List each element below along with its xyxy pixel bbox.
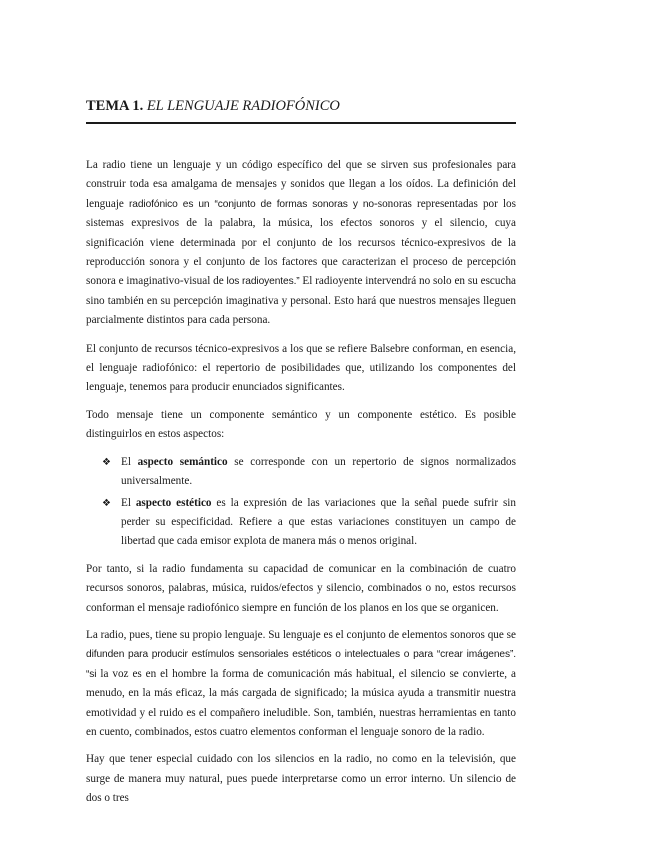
diamond-bullet-icon: ❖ <box>102 456 111 468</box>
paragraph-6: Hay que tener especial cuidado con los silencios en la radio, no como en la televisión, que surge de manera muy natural, pues puede interpretarse como un error interno. Un silencio de dos o tres <box>86 753 516 805</box>
aspects-list <box>86 453 516 552</box>
paragraph-2: El conjunto de recursos técnico-expresivos a los que se refiere Balsebre conforman, en esencia, el lenguaje radiofónico: el repertorio de posibilidades que, utilizando los componentes del lenguaje, tenemos para producir enunciados significantes. <box>86 342 516 394</box>
paragraph-1-text-c: El radioyente intervendrá no solo en su escucha sino también en su percepción imaginativa y personal. Esto hará que nuestros mensajes lleguen parcialmente distintos para cada persona. <box>86 275 517 327</box>
paragraph-5-text-b: la voz es en el hombre la forma de comunicación más habitual, el silencio se convierte, a menudo, en la más eficaz, la más cargada de significado; la música ayuda a transmitir nuestra emotividad y el ruido es el compañero ineludible. Son, también, nuestras herramientas en tanto en cuento, combinados, estos cuatro elementos conforman el lenguaje sonoro de la radio. <box>86 667 516 738</box>
list-item-lead: El <box>121 455 138 468</box>
body-text <box>86 156 516 817</box>
paragraph-5 <box>86 626 516 742</box>
chapter-title: EL LENGUAJE RADIOFÓNICO <box>146 98 340 114</box>
list-item-term: aspecto semántico <box>137 455 228 468</box>
chapter-heading <box>86 96 516 116</box>
chapter-number: TEMA 1. <box>86 98 144 114</box>
definition-quote-end: los radioyentes.” <box>226 276 300 288</box>
definition-quote-start: radiofónico es un “conjunto de formas sonoras y no <box>129 198 374 210</box>
list-item <box>86 453 516 492</box>
heading-rule <box>86 122 516 124</box>
diamond-bullet-icon: ❖ <box>102 497 111 509</box>
list-item-term: aspecto estético <box>135 496 212 509</box>
list-item-text: es la expresión de las variaciones que la señal puede sufrir sin perder su especificidad. Refiere a que estas variaciones constituyen un campo de libertad que cada emisor explota de manera más o menos original. <box>121 496 517 548</box>
list-item-text: se corresponde con un repertorio de signos normalizados universalmente. <box>121 455 516 488</box>
paragraph-1-text-b: -sonoras representadas por los sistemas expresivos de la palabra, la música, los efectos sonoros y el silencio, cuya significación viene determinada por el conjunto de los recursos técnico-expresivos de la reproducción sonora y el conjunto de los factores que caracterizan el proceso de percepción sonora e imaginativo-visual de <box>86 197 517 288</box>
list-item <box>86 494 516 552</box>
paragraph-5-text-a: La radio, pues, tiene su propio lenguaje. Su lenguaje es el conjunto de elementos sonoros que se <box>86 628 516 641</box>
paragraph-5-narrow-text: difunden para producir estímulos sensoriales estéticos o intelectuales o para “crear imágenes”. “si <box>86 649 516 680</box>
paragraph-3: Todo mensaje tiene un componente semántico y un componente estético. Es posible distinguirlos en estos aspectos: <box>86 408 516 441</box>
paragraph-1 <box>86 156 516 331</box>
paragraph-1-text-a: La radio tiene un lenguaje y un código específico del que se sirven sus profesionales para construir toda esa amalgama de mensajes y sonidos que llegan a los oídos. La definición del lenguaje <box>86 159 516 210</box>
list-item-lead: El <box>121 496 136 509</box>
paragraph-4: Por tanto, si la radio fundamenta su capacidad de comunicar en la combinación de cuatro recursos sonoros, palabras, música, ruidos/efectos y silencio, combinados o no, estos recursos conforman el mensaje radiofónico siempre en función de los planos en los que se organicen. <box>86 562 516 614</box>
